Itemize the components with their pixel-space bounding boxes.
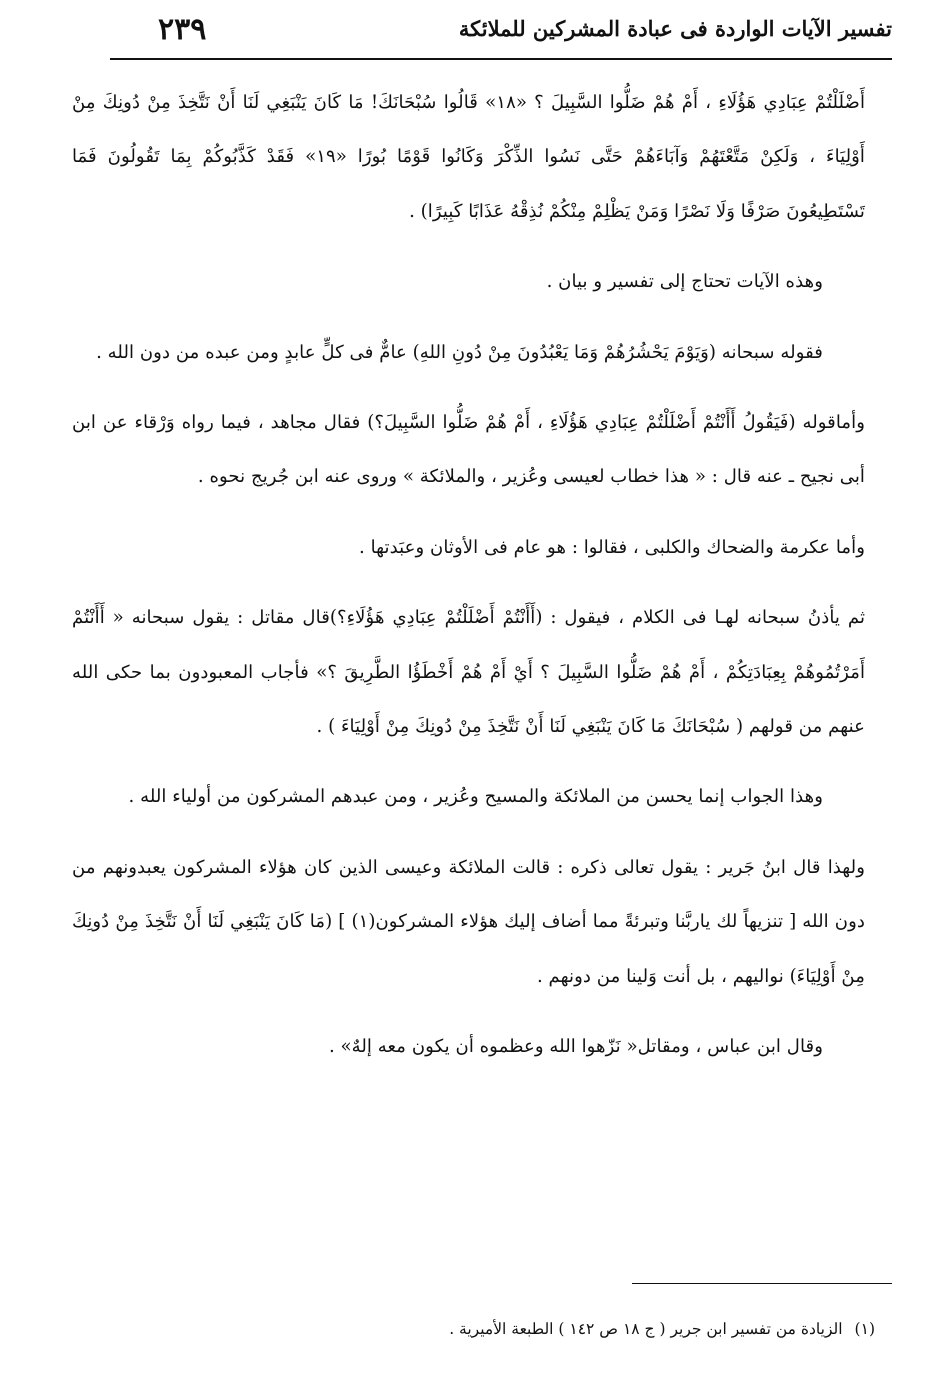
paragraph-mujahid: وأماقوله (فَيَقُولُ أَأَنْتُمْ أَضْلَلْتُمْ عِبَادِي هَؤُلَاءِ ، أَمْ هُمْ ضَلُّوا السَّبِيلَ؟) فقال مجاهد ، فيما رواه وَرْقاء عن ابن أبى نجيح ـ عنه قال : « هذا خطاب لعيسى وعُزير ، والملائكة » وروى عنه ابن جُريج نحوه . <box>72 412 865 488</box>
paragraph-answer: وهذا الجواب إنما يحسن من الملائكة والمسيح وعُزير ، ومن عبدهم المشركون من أولياء الله . <box>128 786 823 808</box>
running-title: تفسير الآيات الواردة فى عبادة المشركين للملائكة <box>458 16 892 41</box>
page-number: ٢٣٩ <box>158 12 207 47</box>
paragraph-intro: وهذه الآيات تحتاج إلى تفسير و بيان . <box>546 271 823 293</box>
running-header <box>110 10 892 60</box>
paragraph-muqatil: ثم يأذنُ سبحانه لهـا فى الكلام ، فيقول : (أَأَنْتُمْ أَضْلَلْتُمْ عِبَادِي هَؤُلَاءِ؟)قال مقاتل : يقول سبحانه « أَأَنْتُمْ أَمَرْتُمُوهُمْ بِعِبَادَتِكُمْ ، أَمْ هُمْ ضَلُّوا السَّبِيلَ ؟ أَيْ أَمْ هُمْ أَخْطَؤُا الطَّرِيقَ ؟» فأجاب المعبودون بما حكى الله عنهم من قولهم ( سُبْحَانَكَ مَا كَانَ يَنْبَغِي لَنَا أَنْ نَتَّخِذَ مِنْ دُونِكَ مِنْ أَوْلِيَاءَ ) . <box>72 607 865 738</box>
paragraph-ibn-abbas: وقال ابن عباس ، ومقاتل« نَزّهوا الله وعظموه أن يكون معه إلهٌ» . <box>328 1036 823 1058</box>
footnote-text: الزيادة من تفسير ابن جرير ( ج ١٨ ص ١٤٢ ) الطبعة الأميرية . <box>449 1320 843 1338</box>
footnote-marker: (١) <box>854 1320 875 1338</box>
paragraph-ikrima: وأما عكرمة والضحاك والكلبى ، فقالوا : هو عام فى الأوثان وعبَدتها . <box>359 536 865 558</box>
footnote-divider <box>632 1283 892 1284</box>
footnote <box>60 1316 875 1342</box>
paragraph-ibn-jarir: ولهذا قال ابنُ جَرير : يقول تعالى ذكره : قالت الملائكة وعيسى الذين كان هؤلاء المشركون يعبدونهم من دون الله [ تنزيهاً لك ياربَّنا وتبرئةً مما أضاف إليك هؤلاء المشركون(١) ] (مَا كَانَ يَنْبَغِي لَنَا أَنْ نَتَّخِذَ مِنْ دُونِكَ مِنْ أَوْلِيَاءَ) نواليهم ، بل أنت وَلينا من دونهم . <box>72 856 865 987</box>
paragraph-general: فقوله سبحانه (وَيَوْمَ يَحْشُرُهُمْ وَمَا يَعْبُدُونَ مِنْ دُونِ اللهِ) عامٌّ فى كلٍّ عابدٍ ومن عبده من دون الله . <box>96 341 823 363</box>
main-text <box>72 76 865 1091</box>
paragraph-quran-verses: أَضْلَلْتُمْ عِبَادِي هَؤُلَاءِ ، أَمْ هُمْ ضَلُّوا السَّبِيلَ ؟ «١٨» قَالُوا سُبْحَانَكَ! مَا كَانَ يَنْبَغِي لَنَا أَنْ نَتَّخِذَ مِنْ دُونِكَ مِنْ أَوْلِيَاءَ ، وَلَكِنْ مَتَّعْتَهُمْ وَآبَاءَهُمْ حَتَّى نَسُوا الذِّكْرَ وَكَانُوا قَوْمًا بُورًا «١٩» فَقَدْ كَذَّبُوكُمْ بِمَا تَقُولُونَ فَمَا تَسْتَطِيعُونَ صَرْفًا وَلَا نَصْرًا وَمَنْ يَظْلِمْ مِنْكُمْ نُذِقْهُ عَذَابًا كَبِيرًا) . <box>72 92 866 222</box>
